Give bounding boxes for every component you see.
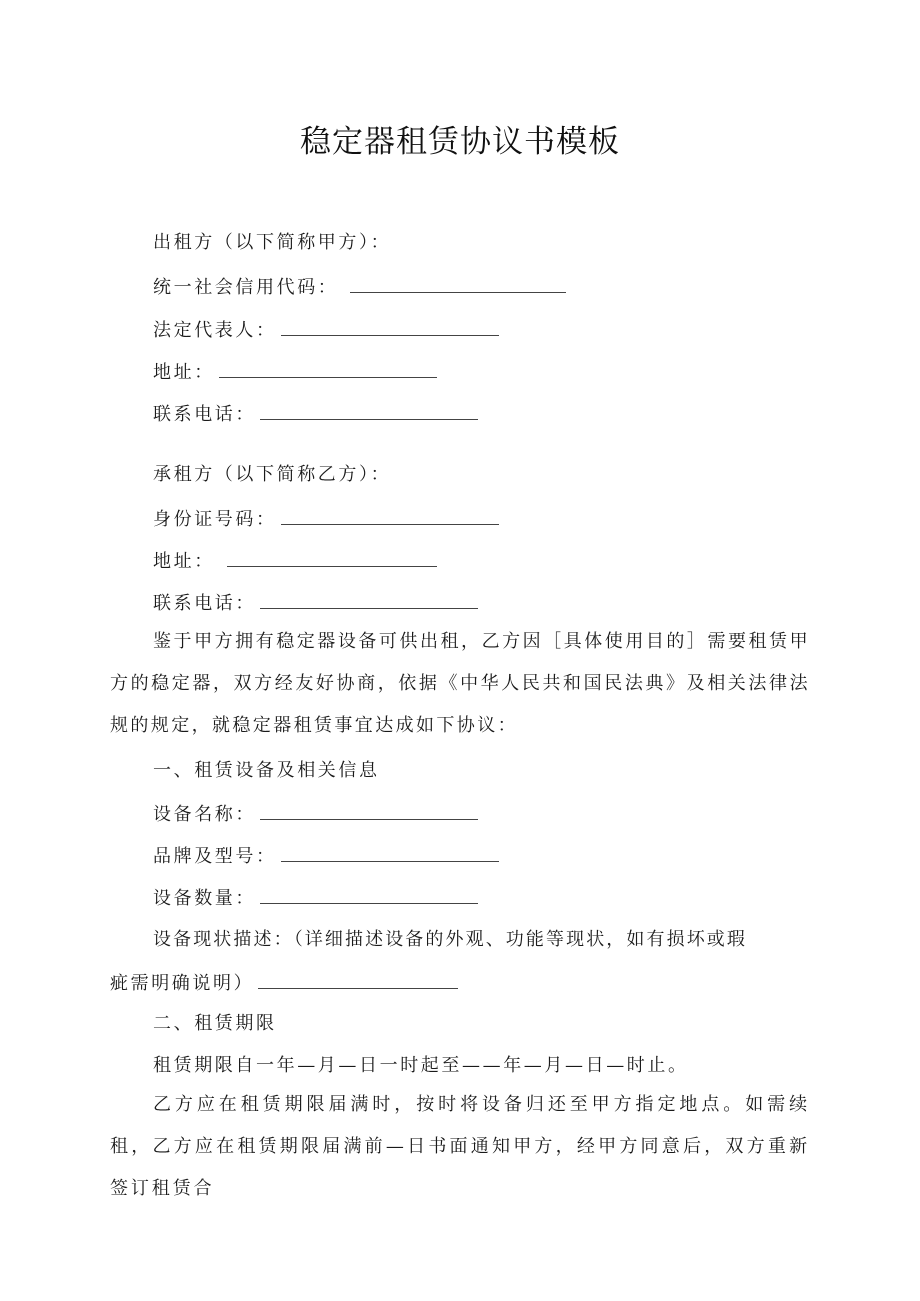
lessee-address-row [153,547,437,573]
lessee-id-blank [281,505,499,525]
renewal-paragraph: 乙方应在租赁期限届满时，按时将设备归还至甲方指定地点。如需续租，乙方应在租赁期限届满前—日书面通知甲方，经甲方同意后，双方重新签订租赁合 [110,1094,810,1199]
lessor-phone-label: 联系电话： [153,404,256,425]
device-quantity-blank [260,884,478,904]
section2-heading: 二、租赁期限 [153,1013,277,1034]
lease-term-text: 租赁期限自一年—月—日一时起至——年—月—日—时止。 [153,1055,689,1076]
device-quantity-label: 设备数量： [153,888,256,909]
device-condition-row-line2 [110,969,458,995]
lessor-legal-rep-row [153,316,499,342]
lessee-address-label: 地址： [153,551,215,572]
lessee-phone-blank [260,589,478,609]
device-condition-blank [258,969,458,989]
lessee-phone-label: 联系电话： [153,593,256,614]
lessor-phone-row [153,400,478,426]
lessor-phone-blank [260,400,478,420]
lessor-credit-code-label: 统一社会信用代码： [153,277,339,298]
lessee-phone-row [153,589,478,615]
brand-model-row [153,842,499,868]
lessee-id-label: 身份证号码： [153,509,277,530]
device-name-blank [260,800,478,820]
lessor-legal-rep-label: 法定代表人： [153,320,277,341]
device-name-row [153,800,478,826]
preamble-paragraph: 鉴于甲方拥有稳定器设备可供出租，乙方因［具体使用目的］需要租赁甲方的稳定器，双方经友好协商，依据《中华人民共和国民法典》及相关法律法规的规定，就稳定器租赁事宜达成如下协议： [110,631,810,736]
lessor-heading: 出租方（以下简称甲方）： [153,232,392,253]
lessor-credit-code-blank [350,273,566,293]
lessee-id-row [153,505,499,531]
document-title: 稳定器租赁协议书模板 [300,124,620,160]
lessor-address-blank [219,358,437,378]
section1-heading: 一、租赁设备及相关信息 [153,760,380,781]
lessee-heading: 承租方（以下简称乙方）： [153,464,392,485]
lessor-credit-code-row [153,273,566,299]
device-name-label: 设备名称： [153,804,256,825]
device-quantity-row [153,884,478,910]
lessor-address-label: 地址： [153,362,215,383]
lessor-address-row [153,358,437,384]
lessee-address-blank [227,547,437,567]
brand-model-label: 品牌及型号： [153,846,277,867]
device-condition-label-line1: 设备现状描述：（详细描述设备的外观、功能等现状，如有损坏或瑕 [153,929,747,950]
device-condition-label-line2: 疵需明确说明） [110,973,255,994]
brand-model-blank [281,842,499,862]
lessor-legal-rep-blank [281,316,499,336]
